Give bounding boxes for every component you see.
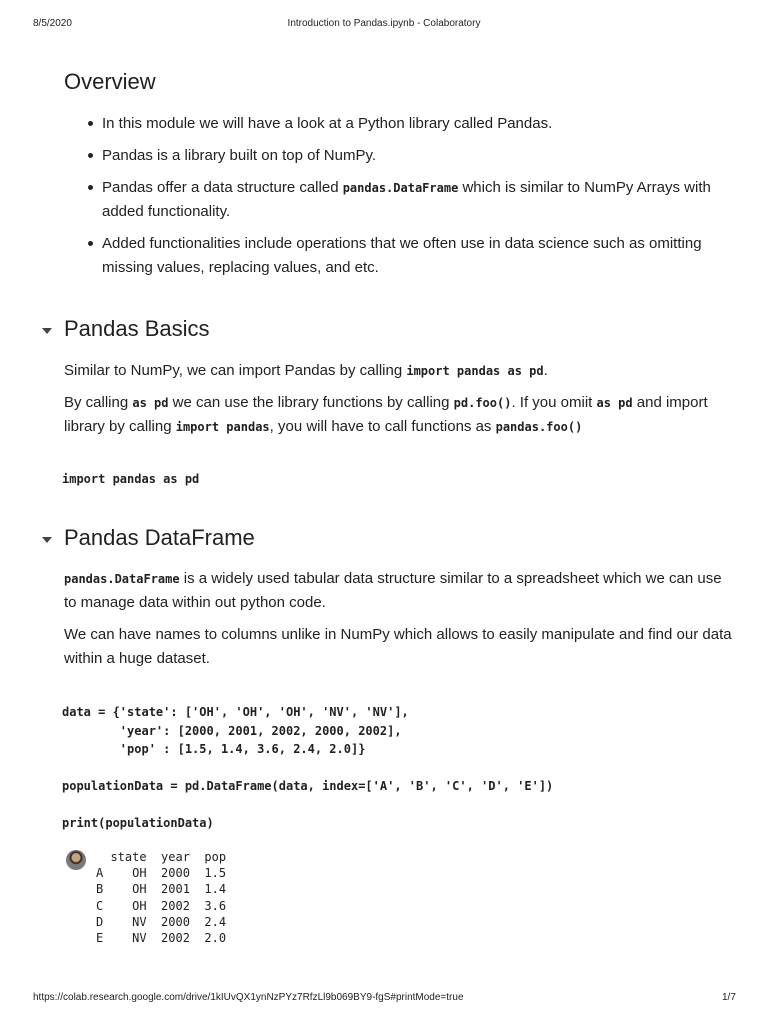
bullet-dot <box>88 121 93 126</box>
print-url: https://colab.research.google.com/drive/1kIUvQX1ynNzPYz7RfzLl9b069BY9-fgS#printMode=true <box>33 992 464 1003</box>
text: . <box>543 362 548 379</box>
text: , you will have to call functions as <box>269 418 496 435</box>
overview-bullet-4: Added functionalities include operations that we often use in data science such as omitting missing values, replacing values, and etc. <box>102 235 702 276</box>
text: and import library by calling <box>64 394 708 435</box>
cell-output: state year pop A OH 2000 1.5 B OH 2001 1.4 C OH 2002 3.6 D NV 2000 2.4 E NV 2002 2.0 <box>96 850 227 946</box>
inline-code: as pd <box>596 396 633 410</box>
inline-code: import pandas as pd <box>406 364 544 378</box>
inline-code: pandas.DataFrame <box>342 181 459 195</box>
collapse-section-icon[interactable] <box>42 537 52 543</box>
code-cell-dataframe[interactable]: data = {'state': ['OH', 'OH', 'OH', 'NV', 'NV'], 'year': [2000, 2001, 2002, 2000, 2002], 'pop' : [1.5, 1.4, 3.6, 2.4, 2.0]} populationData = pd.DataFrame(data, index=['A', 'B', 'C', 'D', 'E']) print(populationData) <box>62 705 554 830</box>
overview-bullet-1: In this module we will have a look at a Python library called Pandas. <box>102 115 553 132</box>
bullet-dot <box>88 241 93 246</box>
code-cell-import[interactable]: import pandas as pd <box>62 472 200 486</box>
dataframe-paragraph-1 <box>64 567 734 615</box>
text: is a widely used tabular data structure similar to a spreadsheet which we can use to manage data within out python code. <box>64 570 722 611</box>
dataframe-heading: Pandas DataFrame <box>64 525 255 550</box>
dataframe-paragraph-2: We can have names to columns unlike in NumPy which allows to easily manipulate and find our data within a huge dataset. <box>64 626 732 667</box>
inline-code: as pd <box>132 396 169 410</box>
print-date: 8/5/2020 <box>33 18 72 29</box>
text: we can use the library functions by calling <box>168 394 454 411</box>
overview-bullet-2: Pandas is a library built on top of NumPy. <box>102 147 377 164</box>
text: which is similar to NumPy Arrays with added functionality. <box>102 179 711 220</box>
basics-paragraph-2 <box>64 391 734 439</box>
basics-paragraph-1 <box>64 359 734 383</box>
inline-code: pandas.foo() <box>495 420 583 434</box>
text: Pandas offer a data structure called <box>102 179 343 196</box>
text: . If you omiit <box>511 394 597 411</box>
page-number: 1/7 <box>722 992 736 1003</box>
text: Similar to NumPy, we can import Pandas by calling <box>64 362 407 379</box>
collapse-section-icon[interactable] <box>42 328 52 334</box>
print-title: Introduction to Pandas.ipynb - Colaboratory <box>287 18 481 29</box>
overview-bullet-3 <box>102 176 742 224</box>
inline-code: pd.foo() <box>453 396 512 410</box>
text: By calling <box>64 394 133 411</box>
basics-heading: Pandas Basics <box>64 316 210 341</box>
inline-code: pandas.DataFrame <box>64 572 180 586</box>
bullet-dot <box>88 185 93 190</box>
bullet-dot <box>88 153 93 158</box>
overview-heading: Overview <box>64 69 156 94</box>
user-avatar <box>66 850 86 870</box>
inline-code: import pandas <box>175 420 270 434</box>
